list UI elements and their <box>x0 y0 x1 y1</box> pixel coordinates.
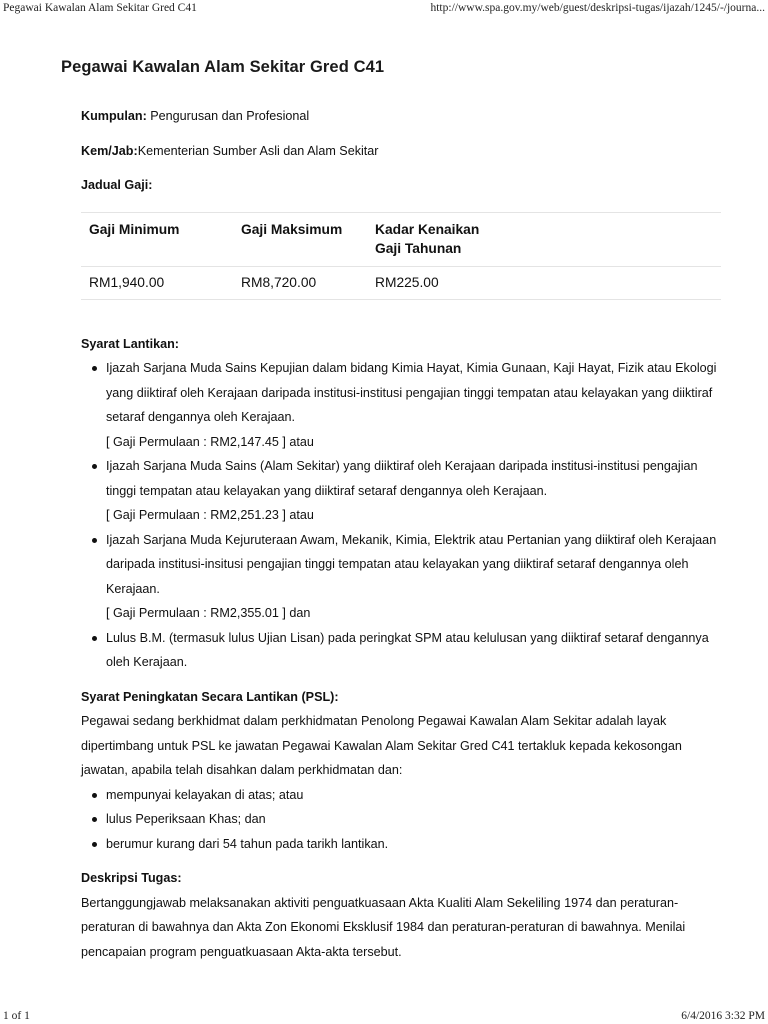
print-footer <box>0 1009 768 1024</box>
page-count: 1 of 1 <box>3 1010 30 1022</box>
syarat-lantikan-heading: Syarat Lantikan: <box>81 336 179 351</box>
print-header <box>0 0 768 16</box>
gaji-permulaan-note: [ Gaji Permulaan : RM2,251.23 ] atau <box>106 508 314 522</box>
psl-list <box>81 783 721 857</box>
gaji-permulaan-note: [ Gaji Permulaan : RM2,355.01 ] dan <box>106 606 311 620</box>
kemjab-line <box>81 139 721 164</box>
job-description <box>81 104 721 964</box>
header-gaji-minimum: Gaji Minimum <box>81 212 233 266</box>
list-item <box>81 356 721 454</box>
jadual-line <box>81 173 721 198</box>
kemjab-value: Kementerian Sumber Asli dan Alam Sekitar <box>137 143 379 158</box>
list-item-text: Ijazah Sarjana Muda Sains Kepujian dalam bidang Kimia Hayat, Kimia Gunaan, Kaji Hayat, Fizik atau Ekologi yang diiktiraf oleh Kerajaan daripada institusi-institusi pengajian tinggi tempatan atau kelayakan yang diiktiraf setaraf dengannya oleh Kerajaan. <box>106 361 717 424</box>
gaji-permulaan-note: [ Gaji Permulaan : RM2,147.45 ] atau <box>106 434 314 449</box>
cell-kadar-kenaikan: RM225.00 <box>367 266 721 299</box>
psl-heading: Syarat Peningkatan Secara Lantikan (PSL): <box>81 689 339 704</box>
list-item <box>81 454 721 528</box>
print-header-title: Pegawai Kawalan Alam Sekitar Gred C41 <box>3 2 197 14</box>
list-item-text: Lulus B.M. (termasuk lulus Ujian Lisan) pada peringkat SPM atau kelulusan yang diiktiraf setaraf dengannya oleh Kerajaan. <box>106 630 709 669</box>
list-item: berumur kurang dari 54 tahun pada tarikh lantikan. <box>81 832 721 857</box>
list-item: mempunyai kelayakan di atas; atau <box>81 783 721 808</box>
list-item <box>81 528 721 626</box>
print-timestamp: 6/4/2016 3:32 PM <box>681 1010 765 1022</box>
salary-table <box>81 212 721 300</box>
list-item-text: Ijazah Sarjana Muda Kejuruteraan Awam, Mekanik, Kimia, Elektrik atau Pertanian yang diiktiraf oleh Kerajaan daripada institusi-insitusi pengajian tinggi tempatan atau kelayakan yang diiktiraf setaraf dengannya oleh Kerajaan. <box>106 532 717 596</box>
deskripsi-tugas-paragraph: Bertanggungjawab melaksanakan aktiviti penguatkuasaan Akta Kualiti Alam Sekeliling 1974 dan peraturan-peraturan di bawahnya dan Akta Zon Ekonomi Eksklusif 1984 dan peraturan-peraturan di bawahnya. Menilai pencapaian program penguatkuasaan Akta-akta tersebut. <box>81 895 686 959</box>
deskripsi-tugas-heading: Deskripsi Tugas: <box>81 871 182 885</box>
page-title: Pegawai Kawalan Alam Sekitar Gred C41 <box>61 58 385 76</box>
list-item: lulus Peperiksaan Khas; dan <box>81 807 721 832</box>
jadual-label: Jadual Gaji: <box>81 178 153 192</box>
print-header-url: http://www.spa.gov.my/web/guest/deskripsi-tugas/ijazah/1245/-/journa... <box>430 2 765 14</box>
cell-gaji-maksimum: RM8,720.00 <box>233 266 367 299</box>
header-gaji-maksimum: Gaji Maksimum <box>233 212 367 266</box>
syarat-lantikan-list <box>81 356 721 675</box>
salary-table-header <box>81 212 721 266</box>
cell-gaji-minimum: RM1,940.00 <box>81 266 233 299</box>
kumpulan-value: Pengurusan dan Profesional <box>146 109 310 123</box>
kumpulan-label: Kumpulan: <box>81 109 147 123</box>
list-item <box>81 626 721 675</box>
kumpulan-line <box>81 104 721 129</box>
kemjab-label: Kem/Jab: <box>81 143 138 158</box>
table-row <box>81 266 721 299</box>
header-kadar-kenaikan: Kadar Kenaikan Gaji Tahunan <box>367 212 721 266</box>
psl-paragraph: Pegawai sedang berkhidmat dalam perkhidmatan Penolong Pegawai Kawalan Alam Sekitar adalah layak dipertimbang untuk PSL ke jawatan Pegawai Kawalan Alam Sekitar Gred C41 tertakluk kepada kekosongan jawatan, apabila telah disahkan dalam perkhidmatan dan: <box>81 714 682 777</box>
list-item-text: Ijazah Sarjana Muda Sains (Alam Sekitar) yang diiktiraf oleh Kerajaan daripada institusi-institusi pengajian tinggi tempatan atau kelayakan yang diiktiraf setaraf dengannya oleh Kerajaan. <box>106 459 698 498</box>
